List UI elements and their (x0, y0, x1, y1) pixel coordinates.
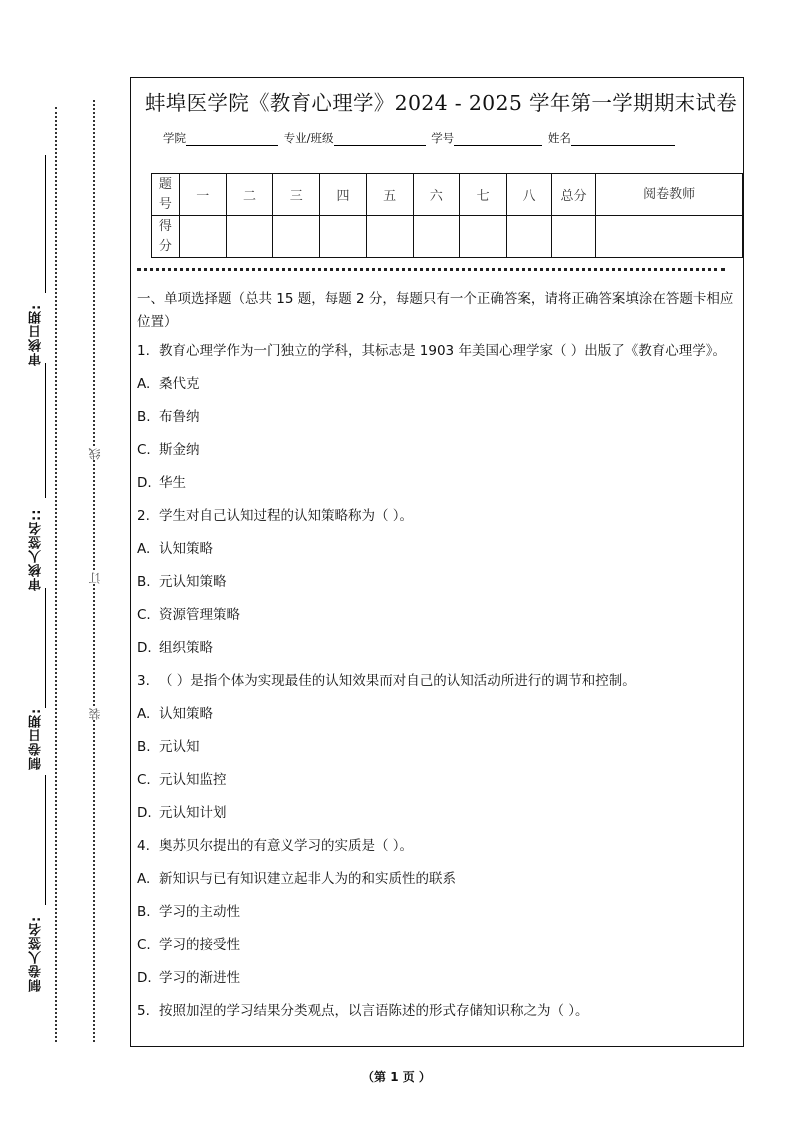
score-cell[interactable] (179, 216, 226, 258)
page-number: （第 1 页 ） (362, 1070, 431, 1084)
name-label: 姓名 (547, 131, 571, 145)
student-id-field[interactable] (454, 133, 542, 146)
reviewer-date-rule (45, 155, 46, 293)
option-d[interactable]: D. 华生 (137, 475, 186, 491)
maker-date-rule (45, 588, 46, 708)
question-stem: （ ）是指个体为实现最佳的认知效果而对自己的认知活动所进行的调节和控制。 (159, 673, 636, 689)
reviewer-signature-rule (45, 363, 46, 498)
score-cell[interactable] (273, 216, 320, 258)
col-header: 总分 (551, 174, 596, 216)
question-number: 2. (137, 508, 150, 524)
col-header: 五 (366, 174, 413, 216)
question-3 (137, 670, 739, 825)
col-header: 三 (273, 174, 320, 216)
reviewer-signature-label: 审核人签名:: (29, 508, 44, 591)
question-stem: 教育心理学作为一门独立的学科，其标志是 1903 年美国心理学家（ ）出版了《教育心理学》。 (159, 343, 726, 359)
col-header: 七 (460, 174, 507, 216)
question-stem: 奥苏贝尔提出的有意义学习的实质是（ ）。 (159, 838, 414, 854)
score-cell[interactable] (413, 216, 459, 258)
option-d[interactable]: D. 元认知计划 (137, 805, 227, 821)
exam-content (137, 288, 739, 1033)
question-stem: 学生对自己认知过程的认知策略称为（ ）。 (159, 508, 414, 524)
section-title: 一、单项选择题（总共 15 题，每题 2 分，每题只有一个正确答案，请将正确答案填涂在答题卡相应位置） (137, 291, 734, 330)
question-4 (137, 835, 739, 990)
score-cell[interactable] (596, 216, 743, 258)
col-header: 八 (507, 174, 552, 216)
col-header: 阅卷教师 (596, 174, 743, 216)
option-b[interactable]: B. 元认知 (137, 739, 200, 755)
question-number: 3. (137, 673, 150, 689)
score-cell[interactable] (460, 216, 507, 258)
score-cell[interactable] (226, 216, 272, 258)
student-info-row (163, 130, 677, 146)
bind-char-bind: 装 (88, 708, 102, 720)
option-c[interactable]: C. 学习的接受性 (137, 937, 240, 953)
maker-date-label: 制卷日期: (29, 707, 44, 770)
score-cell[interactable] (320, 216, 366, 258)
option-b[interactable]: B. 学习的主动性 (137, 904, 240, 920)
row-header-question-no: 题号 (152, 174, 180, 216)
score-table-header-row (152, 174, 743, 216)
col-header: 六 (413, 174, 459, 216)
option-c[interactable]: C. 资源管理策略 (137, 607, 240, 623)
option-d[interactable]: D. 组织策略 (137, 640, 213, 656)
bind-char-line: 线 (88, 448, 102, 460)
option-c[interactable]: C. 元认知监控 (137, 772, 227, 788)
question-1 (137, 340, 739, 495)
option-a[interactable]: A. 认知策略 (137, 541, 213, 557)
college-label: 学院 (163, 131, 186, 145)
reviewer-date-label: 审核日期: (29, 303, 44, 366)
name-field[interactable] (571, 133, 675, 146)
option-d[interactable]: D. 学习的渐进性 (137, 970, 240, 986)
exam-title: 蚌埠医学院《教育心理学》2024 - 2025 学年第一学期期末试卷 (145, 91, 738, 115)
question-number: 4. (137, 838, 150, 854)
college-field[interactable] (186, 133, 278, 146)
option-a[interactable]: A. 新知识与已有知识建立起非人为的和实质性的联系 (137, 871, 456, 887)
score-table-score-row (152, 216, 743, 258)
col-header: 一 (179, 174, 226, 216)
score-table (151, 173, 743, 258)
question-stem: 按照加涅的学习结果分类观点，以言语陈述的形式存储知识称之为（ ）。 (159, 1003, 589, 1019)
score-cell[interactable] (366, 216, 413, 258)
student-id-label: 学号 (431, 131, 455, 145)
option-a[interactable]: A. 桑代克 (137, 376, 200, 392)
maker-signature-label: 制卷人签名: (29, 915, 44, 992)
col-header: 二 (226, 174, 272, 216)
dotted-separator (137, 268, 725, 271)
exam-frame (130, 77, 744, 1047)
option-a[interactable]: A. 认知策略 (137, 706, 213, 722)
row-header-score: 得分 (152, 216, 180, 258)
question-2 (137, 505, 739, 660)
question-number: 1. (137, 343, 150, 359)
option-c[interactable]: C. 斯金纳 (137, 442, 200, 458)
outer-dotted-line (55, 107, 57, 1042)
question-5 (137, 1000, 739, 1023)
inner-dotted-line (93, 100, 95, 1042)
bind-char-staple: 订 (88, 572, 102, 584)
score-cell[interactable] (551, 216, 596, 258)
major-class-label: 专业/班级 (283, 131, 334, 145)
major-class-field[interactable] (334, 133, 426, 146)
option-b[interactable]: B. 元认知策略 (137, 574, 227, 590)
maker-signature-rule (45, 775, 46, 905)
col-header: 四 (320, 174, 366, 216)
question-number: 5. (137, 1003, 150, 1019)
option-b[interactable]: B. 布鲁纳 (137, 409, 200, 425)
score-cell[interactable] (507, 216, 552, 258)
